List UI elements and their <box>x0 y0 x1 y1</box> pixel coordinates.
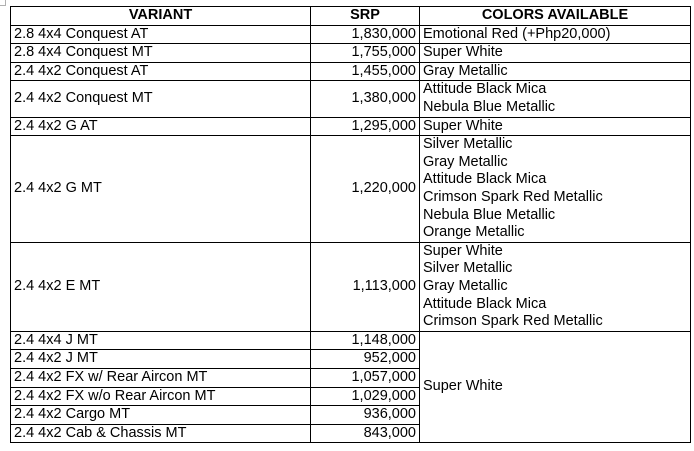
colors-cell <box>420 44 691 63</box>
srp-cell: 1,455,000 <box>311 62 420 81</box>
color-item: Attitude Black Mica <box>423 81 547 98</box>
color-item: Silver Metallic <box>423 260 513 277</box>
table-row <box>11 25 691 44</box>
srp-cell: 936,000 <box>311 406 420 425</box>
color-item: Super White <box>423 44 503 61</box>
variant-cell: 2.4 4x2 G MT <box>11 136 311 243</box>
variant-cell: 2.4 4x2 E MT <box>11 242 311 331</box>
color-item: Nebula Blue Metallic <box>423 206 556 223</box>
table-row <box>11 117 691 136</box>
page-corner-mark <box>0 0 6 6</box>
variant-cell: 2.8 4x4 Conquest MT <box>11 44 311 63</box>
header-variant: VARIANT <box>11 7 311 26</box>
variant-cell: 2.4 4x2 Cab & Chassis MT <box>11 424 311 443</box>
color-item: Emotional Red (+Php20,000) <box>423 25 611 42</box>
color-item: Crimson Spark Red Metallic <box>423 313 603 330</box>
variant-cell: 2.4 4x2 Conquest AT <box>11 62 311 81</box>
color-item: Orange Metallic <box>423 224 525 241</box>
color-item: Gray Metallic <box>423 153 508 170</box>
variant-cell: 2.4 4x4 J MT <box>11 331 311 350</box>
srp-cell: 1,220,000 <box>311 136 420 243</box>
color-item: Crimson Spark Red Metallic <box>423 188 603 205</box>
srp-cell: 1,295,000 <box>311 117 420 136</box>
srp-cell: 1,148,000 <box>311 331 420 350</box>
srp-cell: 1,113,000 <box>311 242 420 331</box>
colors-cell <box>420 117 691 136</box>
variant-cell: 2.8 4x4 Conquest AT <box>11 25 311 44</box>
colors-cell <box>420 331 691 443</box>
variant-cell: 2.4 4x2 J MT <box>11 350 311 369</box>
variant-cell: 2.4 4x2 Conquest MT <box>11 81 311 117</box>
table-row <box>11 331 691 350</box>
color-item: Gray Metallic <box>423 62 508 79</box>
variant-cell: 2.4 4x2 FX w/ Rear Aircon MT <box>11 368 311 387</box>
colors-cell <box>420 136 691 243</box>
table-row <box>11 44 691 63</box>
table-row <box>11 62 691 81</box>
table-row <box>11 81 691 117</box>
srp-cell: 1,830,000 <box>311 25 420 44</box>
colors-cell <box>420 25 691 44</box>
color-item: Attitude Black Mica <box>423 171 547 188</box>
colors-cell <box>420 81 691 117</box>
srp-cell: 1,380,000 <box>311 81 420 117</box>
srp-cell: 1,029,000 <box>311 387 420 406</box>
srp-cell: 1,755,000 <box>311 44 420 63</box>
colors-cell <box>420 242 691 331</box>
table-header-row <box>11 7 691 26</box>
color-item: Nebula Blue Metallic <box>423 98 556 115</box>
colors-cell <box>420 62 691 81</box>
srp-cell: 843,000 <box>311 424 420 443</box>
table-row <box>11 136 691 243</box>
srp-cell: 1,057,000 <box>311 368 420 387</box>
variant-cell: 2.4 4x2 Cargo MT <box>11 406 311 425</box>
color-item: Attitude Black Mica <box>423 295 547 312</box>
srp-cell: 952,000 <box>311 350 420 369</box>
variant-cell: 2.4 4x2 G AT <box>11 117 311 136</box>
header-srp: SRP <box>311 7 420 26</box>
color-item: Super White <box>423 242 503 259</box>
header-colors-available: COLORS AVAILABLE <box>420 7 691 26</box>
color-item: Super White <box>423 117 503 134</box>
color-item: Gray Metallic <box>423 277 508 294</box>
price-list-table <box>10 6 691 443</box>
color-item: Silver Metallic <box>423 136 513 153</box>
variant-cell: 2.4 4x2 FX w/o Rear Aircon MT <box>11 387 311 406</box>
table-row <box>11 242 691 331</box>
color-item: Super White <box>423 378 503 395</box>
